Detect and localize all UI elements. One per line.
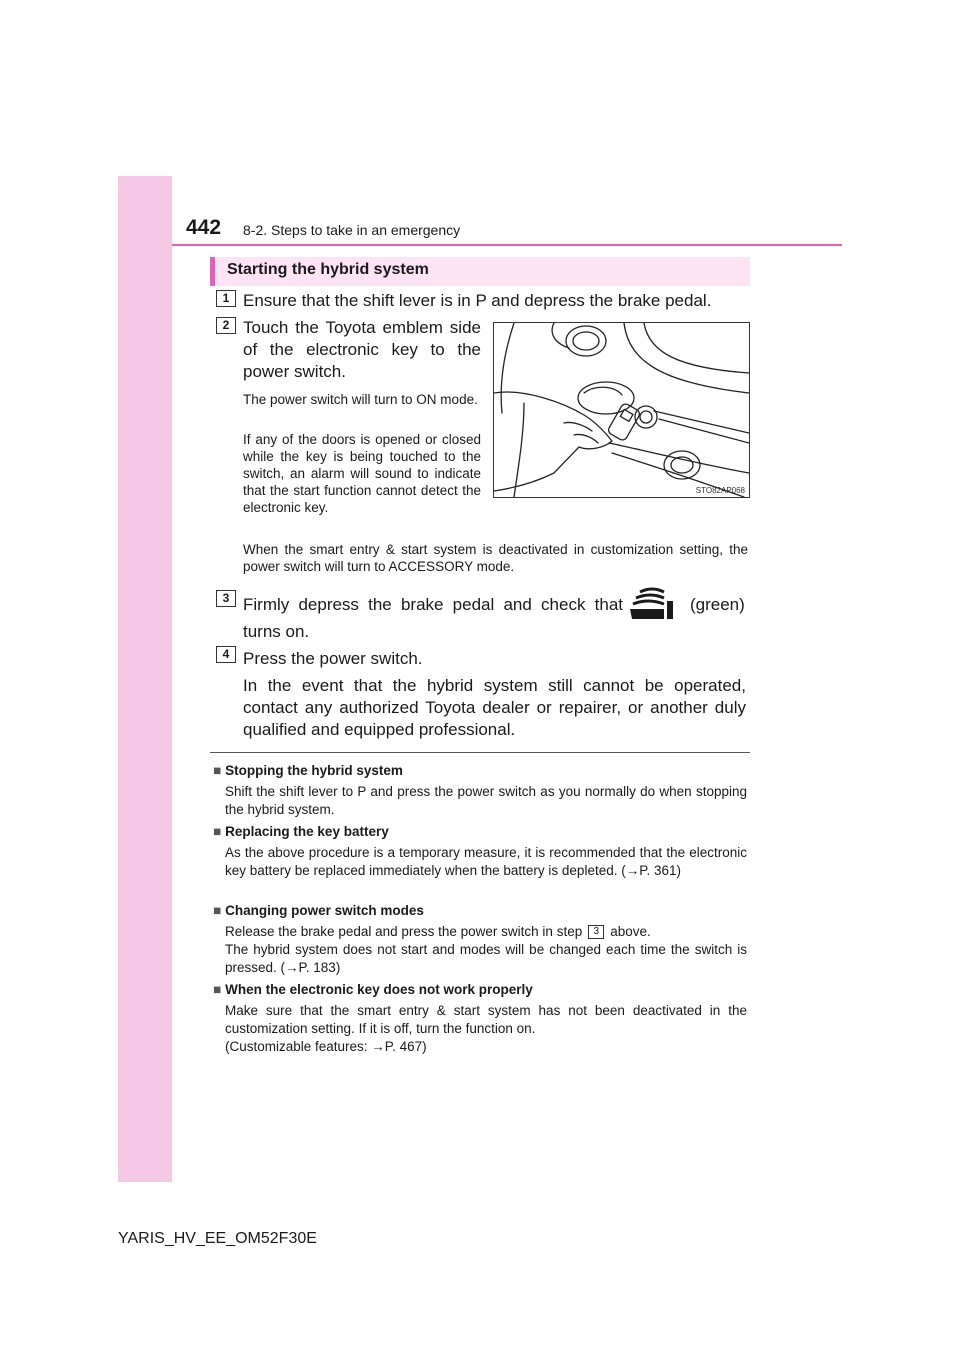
side-band: [118, 176, 172, 1182]
section-title: 8-2. Steps to take in an emergency: [243, 222, 461, 238]
step-2-note-1: The power switch will turn to ON mode.: [243, 392, 478, 407]
illustration-code: STO82AP068: [695, 486, 745, 495]
page-title: Starting the hybrid system: [227, 261, 429, 278]
note-2-title: ■ Replacing the key battery: [213, 824, 389, 839]
key-touch-illustration: [494, 323, 749, 497]
note-4-body: Make sure that the smart entry & start system has not been deactivated in the customization setting. If it is off, turn the function on.: [225, 1003, 747, 1036]
title-bar: [210, 257, 750, 286]
step-3-ref-badge: 3: [588, 925, 604, 939]
note-1-body: Shift the shift lever to P and press the power switch as you normally do when stopping the hybrid system.: [225, 784, 747, 817]
step-1-badge: 1: [216, 290, 236, 307]
step-2-note-2: If any of the doors is opened or closed while the key is being touched to the switch, an alarm will sound to indicate that the start function cannot detect the electronic key.: [243, 432, 481, 515]
note-3-body: Release the brake pedal and press the power switch in step 3 above.: [225, 924, 651, 939]
page-number: 442: [186, 216, 222, 239]
footer-code: YARIS_HV_EE_OM52F30E: [118, 1230, 317, 1247]
key-illustration: [493, 322, 750, 498]
note-2-body: As the above procedure is a temporary measure, it is recommended that the electronic key battery be replaced immediately when the battery is depleted. (→P. 361): [225, 845, 747, 878]
step-3-text-cont: turns on.: [243, 622, 310, 641]
note-1-title: ■ Stopping the hybrid system: [213, 763, 403, 778]
header-rule: [172, 244, 842, 246]
note-4-title: ■ When the electronic key does not work properly: [213, 982, 533, 997]
step-2-wide-note: When the smart entry & start system is deactivated in customization setting, the power switch will turn to ACCESSORY mode.: [243, 542, 748, 574]
step-3-badge: 3: [216, 590, 236, 607]
step-3-text-after: (green): [690, 595, 745, 614]
notes-divider: [210, 752, 750, 753]
note-3-title: ■ Changing power switch modes: [213, 903, 424, 918]
ready-indicator-icon: [630, 585, 676, 621]
step-1-text: Ensure that the shift lever is in P and depress the brake pedal.: [243, 291, 712, 310]
step-3-text: Firmly depress the brake pedal and check that: [243, 595, 623, 614]
closing-text: In the event that the hybrid system still cannot be operated, contact any authorized Toyota dealer or repairer, or another duly qualified and equipped professional.: [243, 676, 746, 739]
step-2-badge: 2: [216, 317, 236, 334]
step-2-text: Touch the Toyota emblem side of the electronic key to the power switch.: [243, 318, 481, 381]
note-3-body-2: The hybrid system does not start and modes will be changed each time the switch is pressed. (→P. 183): [225, 942, 747, 975]
step-4-badge: 4: [216, 646, 236, 663]
note-4-body-2: (Customizable features: →P. 467): [225, 1039, 427, 1054]
step-4-text: Press the power switch.: [243, 649, 423, 668]
